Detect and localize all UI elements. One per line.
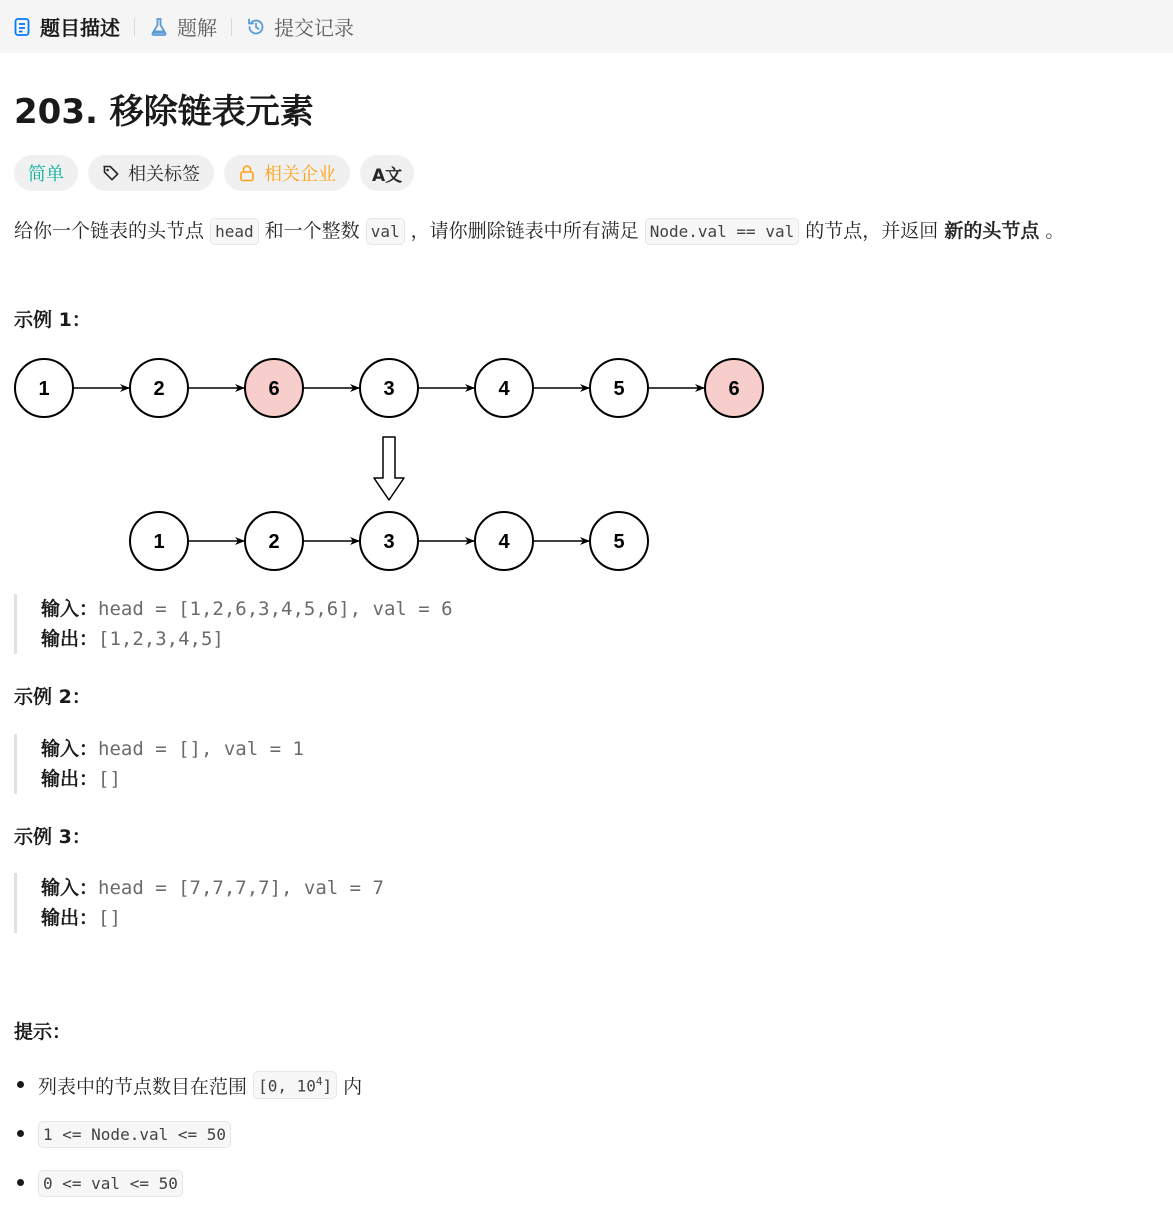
example-1-heading: 示例 1： xyxy=(14,309,91,331)
list-node-label: 5 xyxy=(613,531,625,553)
desc-text: 的节点，并返回 xyxy=(805,220,939,242)
linked-list-diagram xyxy=(10,350,780,575)
example-2-input: head = [], val = 1 xyxy=(98,738,304,760)
list-item xyxy=(14,1117,362,1151)
output-label: 输出： xyxy=(41,907,99,929)
list-node-label: 2 xyxy=(153,378,165,400)
translate-button[interactable] xyxy=(360,155,414,191)
list-node-label: 6 xyxy=(728,378,740,400)
example-2-block xyxy=(14,734,304,794)
example-1-output: [1,2,3,4,5] xyxy=(98,628,224,650)
example-3-heading: 示例 3： xyxy=(14,826,91,848)
difficulty-badge[interactable]: 简单 xyxy=(14,155,78,191)
list-node-label: 5 xyxy=(613,378,625,400)
tab-description-label: 题目描述 xyxy=(40,16,120,40)
tab-submissions[interactable] xyxy=(246,0,354,53)
desc-text: 给你一个链表的头节点 xyxy=(14,220,205,242)
lock-icon xyxy=(238,164,256,182)
example-3-block xyxy=(14,873,384,933)
problem-description xyxy=(14,214,1064,249)
list-node-label: 4 xyxy=(498,378,510,400)
code-head: head xyxy=(210,218,259,245)
related-topics-label: 相关标签 xyxy=(128,164,200,185)
hints-list xyxy=(14,1068,362,1215)
tab-divider xyxy=(134,18,135,36)
problem-title: 203. 移除链表元素 xyxy=(14,92,314,132)
hint-code-range xyxy=(253,1071,337,1099)
list-node-label: 6 xyxy=(268,378,280,400)
code-condition: Node.val == val xyxy=(645,218,800,245)
related-companies-button[interactable] xyxy=(224,155,350,191)
hint-text: 内 xyxy=(343,1075,363,1098)
flask-icon xyxy=(149,17,169,37)
tab-divider xyxy=(231,18,232,36)
list-node-label: 2 xyxy=(268,531,280,553)
example-3-input: head = [7,7,7,7], val = 7 xyxy=(98,877,384,899)
desc-text: 和一个整数 xyxy=(264,220,360,242)
list-item xyxy=(14,1068,362,1102)
desc-bold: 新的头节点 xyxy=(944,220,1040,242)
input-label: 输入： xyxy=(41,877,99,899)
hint-code-a: [0, 10 xyxy=(258,1076,316,1096)
output-label: 输出： xyxy=(41,628,99,650)
translate-icon: A文 xyxy=(372,165,403,186)
output-label: 输出： xyxy=(41,768,99,790)
list-node-label: 1 xyxy=(38,378,50,400)
related-companies-label: 相关企业 xyxy=(264,164,336,185)
code-val: val xyxy=(366,218,405,245)
list-node-label: 3 xyxy=(383,378,395,400)
example-3-output: [] xyxy=(98,907,121,929)
input-label: 输入： xyxy=(41,738,99,760)
tab-submissions-label: 提交记录 xyxy=(274,16,354,40)
history-icon xyxy=(246,17,266,37)
example-1-input: head = [1,2,6,3,4,5,6], val = 6 xyxy=(98,598,453,620)
list-node-label: 4 xyxy=(498,531,510,553)
down-arrow-icon xyxy=(374,437,404,500)
input-label: 输入： xyxy=(41,598,99,620)
list-node-label: 1 xyxy=(153,531,165,553)
hint-code: 1 <= Node.val <= 50 xyxy=(38,1121,231,1148)
example-2-output: [] xyxy=(98,768,121,790)
hint-code-sup: 4 xyxy=(315,1074,323,1088)
list-after xyxy=(130,512,648,570)
example-1-block xyxy=(14,594,453,654)
hint-code-b: ] xyxy=(322,1076,333,1096)
tag-icon xyxy=(102,164,120,182)
hint-text: 列表中的节点数目在范围 xyxy=(38,1075,248,1098)
hint-code: 0 <= val <= 50 xyxy=(38,1170,183,1197)
desc-text: ，请你删除链表中所有满足 xyxy=(410,220,639,242)
tab-description[interactable] xyxy=(12,0,120,53)
tab-solutions-label: 题解 xyxy=(177,16,217,40)
hints-heading: 提示： xyxy=(14,1021,72,1043)
desc-text: 。 xyxy=(1045,220,1065,242)
list-node-label: 3 xyxy=(383,531,395,553)
tab-solutions[interactable] xyxy=(149,0,217,53)
example-2-heading: 示例 2： xyxy=(14,686,91,708)
tag-row xyxy=(14,155,414,191)
tab-bar xyxy=(0,0,1173,53)
list-before xyxy=(15,359,763,417)
list-item xyxy=(14,1166,362,1200)
related-topics-button[interactable] xyxy=(88,155,214,191)
document-icon xyxy=(12,17,32,37)
